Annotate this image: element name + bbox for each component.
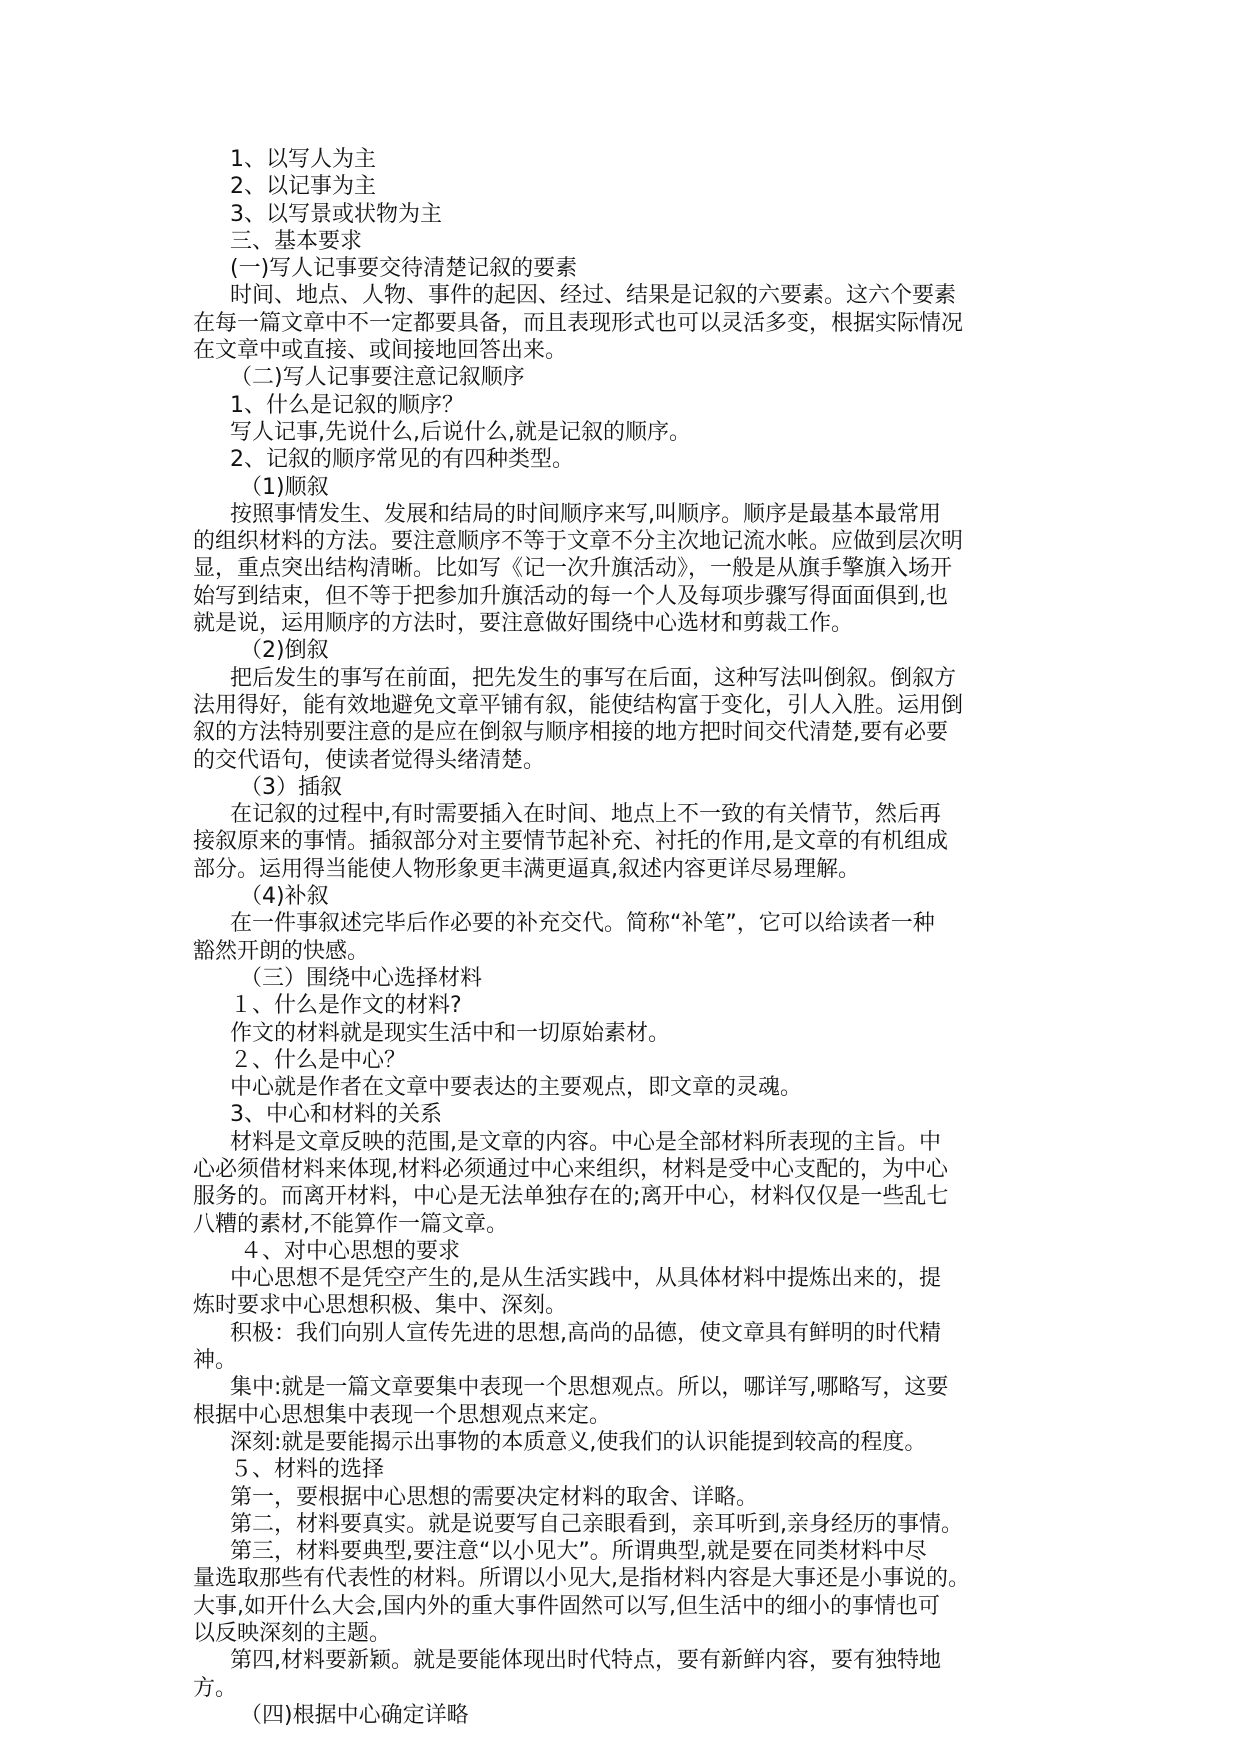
text-line: （2)倒叙 xyxy=(240,638,329,664)
text-line: 在文章中或直接、或间接地回答出来。 xyxy=(193,338,568,364)
text-line: 就是说，运用顺序的方法时，要注意做好围绕中心选材和剪裁工作。 xyxy=(193,611,854,637)
text-line: ４、对中心思想的要求 xyxy=(240,1238,461,1264)
text-line: 时间、地点、人物、事件的起因、经过、结果是记叙的六要素。这六个要素 xyxy=(230,283,957,309)
text-line: 神。 xyxy=(193,1348,238,1374)
text-line: （4)补叙 xyxy=(240,884,329,910)
text-line: 深刻:就是要能揭示出事物的本质意义,使我们的认识能提到较高的程度。 xyxy=(230,1429,927,1455)
text-line: １、什么是作文的材料? xyxy=(230,993,462,1019)
text-line: 始写到结束，但不等于把参加升旗活动的每一个人及每项步骤写得面面俱到,也 xyxy=(193,583,948,609)
text-line: 心必须借材料来体现,材料必须通过中心来组织，材料是受中心支配的，为中心 xyxy=(193,1156,948,1182)
text-line: 中心思想不是凭空产生的,是从生活实践中，从具体材料中提炼出来的，提 xyxy=(230,1266,941,1292)
text-line: 以反映深刻的主题。 xyxy=(193,1621,392,1647)
text-line: 接叙原来的事情。插叙部分对主要情节起补充、衬托的作用,是文章的有机组成 xyxy=(193,829,948,855)
text-line: 材料是文章反映的范围,是文章的内容。中心是全部材料所表现的主旨。中 xyxy=(230,1129,941,1155)
text-line: 部分。运用得当能使人物形象更丰满更逼真,叙述内容更详尽易理解。 xyxy=(193,856,860,882)
text-line: （三）围绕中心选择材料 xyxy=(240,965,483,991)
text-line: 方。 xyxy=(193,1675,238,1701)
text-line: 按照事情发生、发展和结局的时间顺序来写,叫顺序。顺序是最基本最常用 xyxy=(230,501,941,527)
text-line: 集中:就是一篇文章要集中表现一个思想观点。所以，哪详写,哪略写，这要 xyxy=(230,1375,949,1401)
text-line: 1、什么是记叙的顺序？ xyxy=(230,392,464,418)
text-line: ５、材料的选择 xyxy=(230,1457,385,1483)
text-line: 的组织材料的方法。要注意顺序不等于文章不分主次地记流水帐。应做到层次明 xyxy=(193,529,964,555)
text-line: 2、记叙的顺序常见的有四种类型。 xyxy=(230,447,574,473)
text-line: 显，重点突出结构清晰。比如写《记一次升旗活动》，一般是从旗手擎旗入场开 xyxy=(193,556,953,582)
text-line: 豁然开朗的快感。 xyxy=(193,938,370,964)
text-line: （二)写人记事要注意记叙顺序 xyxy=(230,365,525,391)
text-line: 把后发生的事写在前面，把先发生的事写在后面，这种写法叫倒叙。倒叙方 xyxy=(230,665,957,691)
text-line: 第四,材料要新颖。就是要能体现出时代特点，要有新鲜内容，要有独特地 xyxy=(230,1648,941,1674)
text-line: （四)根据中心确定详略 xyxy=(240,1702,469,1728)
text-line: 作文的材料就是现实生活中和一切原始素材。 xyxy=(230,1020,671,1046)
text-line: 八糟的素材,不能算作一篇文章。 xyxy=(193,1211,508,1237)
text-line: 在一件事叙述完毕后作必要的补充交代。简称“补笔”，它可以给读者一种 xyxy=(230,911,935,937)
text-line: 量选取那些有代表性的材料。所谓以小见大,是指材料内容是大事还是小事说的。 xyxy=(193,1566,970,1592)
text-line: 根据中心思想集中表现一个思想观点来定。 xyxy=(193,1402,612,1428)
text-line: 服务的。而离开材料，中心是无法单独存在的;离开中心，材料仅仅是一些乱七 xyxy=(193,1184,949,1210)
document-page xyxy=(193,146,1063,1729)
text-line: 三、基本要求 xyxy=(230,228,363,254)
text-line: 3、以写景或状物为主 xyxy=(230,201,442,227)
text-line: 炼时要求中心思想积极、集中、深刻。 xyxy=(193,1293,568,1319)
text-line: 1、以写人为主 xyxy=(230,147,376,172)
text-line: 写人记事,先说什么,后说什么,就是记叙的顺序。 xyxy=(230,419,691,445)
text-line: 3、中心和材料的关系 xyxy=(230,1102,442,1128)
text-line: ２、什么是中心？ xyxy=(230,1047,407,1073)
text-line: 积极：我们向别人宣传先进的思想,高尚的品德，使文章具有鲜明的时代精 xyxy=(230,1320,941,1346)
text-line: 在记叙的过程中,有时需要插入在时间、地点上不一致的有关情节，然后再 xyxy=(230,802,941,828)
text-line: 在每一篇文章中不一定都要具备，而且表现形式也可以灵活多变，根据实际情况 xyxy=(193,310,964,336)
text-line: 大事,如开什么大会,国内外的重大事件固然可以写,但生活中的细小的事情也可 xyxy=(193,1593,940,1619)
text-line: （3）插叙 xyxy=(240,774,342,800)
text-line: 叙的方法特别要注意的是应在倒叙与顺序相接的地方把时间交代清楚,要有必要 xyxy=(193,720,948,746)
text-line: 的交代语句，使读者觉得头绪清楚。 xyxy=(193,747,546,773)
text-line: 第二，材料要真实。就是说要写自己亲眼看到，亲耳听到,亲身经历的事情。 xyxy=(230,1511,963,1537)
document-body xyxy=(193,146,1063,1729)
text-line: （1)顺叙 xyxy=(240,474,329,500)
text-line: 2、以记事为主 xyxy=(230,174,376,200)
text-line: 中心就是作者在文章中要表达的主要观点，即文章的灵魂。 xyxy=(230,1075,803,1101)
text-line: 第三，材料要典型,要注意“以小见大”。所谓典型,就是要在同类材料中尽 xyxy=(230,1539,927,1565)
text-line: (一)写人记事要交待清楚记叙的要素 xyxy=(230,256,578,282)
text-line: 法用得好，能有效地避免文章平铺有叙，能使结构富于变化，引人入胜。运用倒 xyxy=(193,692,964,718)
text-line: 第一，要根据中心思想的需要决定材料的取舍、详略。 xyxy=(230,1484,759,1510)
